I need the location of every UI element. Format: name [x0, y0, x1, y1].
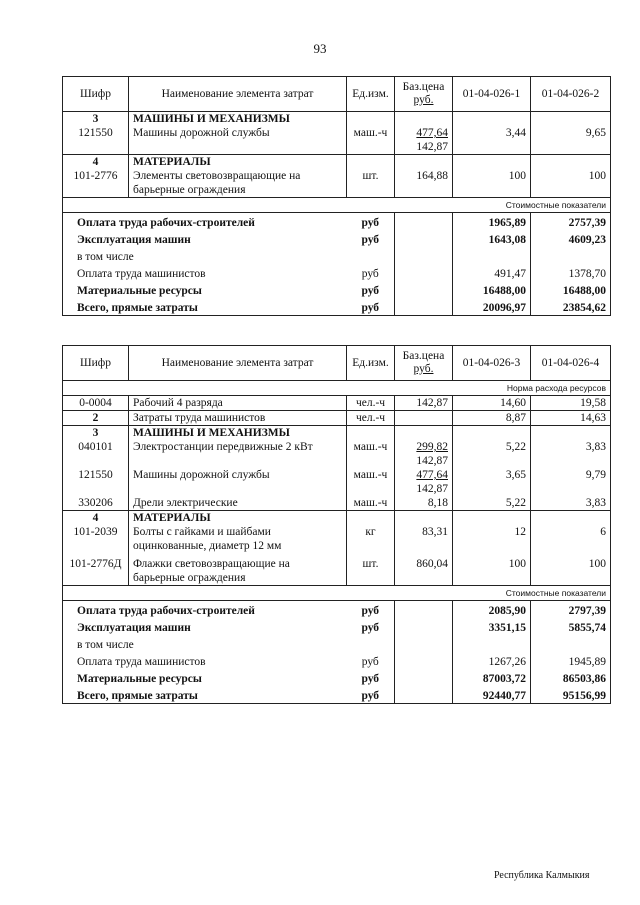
item-name: Машины дорожной службы	[129, 468, 347, 496]
estimate-table-1	[62, 76, 611, 316]
summary-unit: руб	[347, 601, 395, 619]
summary-value-2: 86503,86	[531, 669, 611, 686]
table-row	[63, 411, 611, 426]
item-price: 164,88	[395, 169, 453, 198]
summary-value-2: 95156,99	[531, 686, 611, 704]
summary-value-1: 1965,89	[453, 213, 531, 231]
item-name: Флажки световозвращающие на барьерные ограждения	[129, 557, 347, 586]
item-value-1: 3,65	[453, 468, 531, 496]
summary-value-2: 5855,74	[531, 618, 611, 635]
item-code: 0-0004	[63, 396, 129, 411]
item-name: Рабочий 4 разряда	[129, 396, 347, 411]
item-value-2: 100	[531, 169, 611, 198]
item-value-1: 14,60	[453, 396, 531, 411]
summary-label: Материальные ресурсы	[63, 281, 347, 298]
item-name: Машины дорожной службы	[129, 126, 347, 155]
summary-value-1: 3351,15	[453, 618, 531, 635]
header-name: Наименование элемента затрат	[129, 77, 347, 112]
summary-label: Оплата труда машинистов	[63, 264, 347, 281]
header-code: Шифр	[63, 77, 129, 112]
item-price	[395, 411, 453, 426]
item-value-2: 9,79	[531, 468, 611, 496]
summary-label: в том числе	[63, 247, 347, 264]
summary-unit: руб	[347, 298, 395, 316]
cost-section-label: Стоимостные показатели	[63, 198, 611, 213]
group-title: МАТЕРИАЛЫ	[129, 155, 347, 170]
estimate-table-2	[62, 345, 611, 704]
item-value-1: 5,22	[453, 440, 531, 468]
section-label-row	[63, 586, 611, 601]
item-price: 477,64 142,87	[395, 468, 453, 496]
group-code: 3	[63, 112, 129, 127]
group-title: МАШИНЫ И МЕХАНИЗМЫ	[129, 426, 347, 441]
header-col-1: 01-04-026-1	[453, 77, 531, 112]
summary-row	[63, 281, 611, 298]
item-value-2: 3,83	[531, 440, 611, 468]
item-unit: чел.-ч	[347, 396, 395, 411]
item-name: Дрели электрические	[129, 496, 347, 511]
header-price: Баз.цена руб.	[395, 346, 453, 381]
summary-row	[63, 230, 611, 247]
summary-value-1: 1643,08	[453, 230, 531, 247]
table-header-row	[63, 346, 611, 381]
item-value-2: 6	[531, 525, 611, 557]
item-value-1: 8,87	[453, 411, 531, 426]
header-name: Наименование элемента затрат	[129, 346, 347, 381]
item-unit: маш.-ч	[347, 468, 395, 496]
summary-unit: руб	[347, 230, 395, 247]
section-label-row	[63, 198, 611, 213]
item-code: 101-2776	[63, 169, 129, 198]
item-unit: кг	[347, 525, 395, 557]
summary-unit: руб	[347, 669, 395, 686]
summary-unit: руб	[347, 618, 395, 635]
summary-value-1: 1267,26	[453, 652, 531, 669]
item-name: Элементы световозвращающие на барьерные ограждения	[129, 169, 347, 198]
summary-row	[63, 247, 611, 264]
item-price: 142,87	[395, 396, 453, 411]
item-code: 121550	[63, 126, 129, 155]
summary-unit: руб	[347, 686, 395, 704]
table-row	[63, 396, 611, 411]
table-row	[63, 169, 611, 198]
summary-label: Оплата труда рабочих-строителей	[63, 213, 347, 231]
item-price: 860,04	[395, 557, 453, 586]
table-header-row	[63, 77, 611, 112]
item-unit: чел.-ч	[347, 411, 395, 426]
summary-label: Оплата труда рабочих-строителей	[63, 601, 347, 619]
summary-row	[63, 264, 611, 281]
header-price: Баз.цена руб.	[395, 77, 453, 112]
summary-label: Всего, прямые затраты	[63, 686, 347, 704]
summary-label: Эксплуатация машин	[63, 618, 347, 635]
item-unit: маш.-ч	[347, 440, 395, 468]
summary-label: Эксплуатация машин	[63, 230, 347, 247]
summary-value-1: 87003,72	[453, 669, 531, 686]
group-code: 3	[63, 426, 129, 441]
summary-row	[63, 601, 611, 619]
item-unit: шт.	[347, 169, 395, 198]
item-code: 101-2039	[63, 525, 129, 557]
header-unit: Ед.изм.	[347, 346, 395, 381]
item-code: 121550	[63, 468, 129, 496]
header-col-3: 01-04-026-3	[453, 346, 531, 381]
cost-section-label: Стоимостные показатели	[63, 586, 611, 601]
summary-row	[63, 298, 611, 316]
item-price: 8,18	[395, 496, 453, 511]
item-code: 040101	[63, 440, 129, 468]
footer-region: Республика Калмыкия	[494, 870, 590, 881]
summary-label: Всего, прямые затраты	[63, 298, 347, 316]
summary-value-2: 1945,89	[531, 652, 611, 669]
item-value-2: 100	[531, 557, 611, 586]
summary-value-2: 16488,00	[531, 281, 611, 298]
section-label-row	[63, 381, 611, 396]
summary-unit: руб	[347, 264, 395, 281]
summary-row	[63, 635, 611, 652]
summary-row	[63, 618, 611, 635]
summary-value-1: 2085,90	[453, 601, 531, 619]
summary-unit: руб	[347, 652, 395, 669]
item-value-1: 5,22	[453, 496, 531, 511]
page-number: 93	[313, 41, 327, 56]
table-row	[63, 496, 611, 511]
summary-row	[63, 669, 611, 686]
item-price: 83,31	[395, 525, 453, 557]
item-value-1: 100	[453, 557, 531, 586]
item-code: 101-2776Д	[63, 557, 129, 586]
summary-value-2: 2757,39	[531, 213, 611, 231]
group-code: 4	[63, 511, 129, 526]
item-code: 2	[63, 411, 129, 426]
item-value-2: 14,63	[531, 411, 611, 426]
summary-row	[63, 686, 611, 704]
summary-unit: руб	[347, 213, 395, 231]
summary-label: в том числе	[63, 635, 347, 652]
summary-value-1: 491,47	[453, 264, 531, 281]
item-name: Болты с гайками и шайбами оцинкованные, диаметр 12 мм	[129, 525, 347, 557]
summary-value-2: 23854,62	[531, 298, 611, 316]
summary-value-1: 92440,77	[453, 686, 531, 704]
table-row	[63, 112, 611, 127]
table-row	[63, 155, 611, 170]
item-name: Электростанции передвижные 2 кВт	[129, 440, 347, 468]
table-row	[63, 440, 611, 468]
table-row	[63, 468, 611, 496]
group-title: МАТЕРИАЛЫ	[129, 511, 347, 526]
resource-section-label: Норма расхода ресурсов	[63, 381, 611, 396]
item-name: Затраты труда машинистов	[129, 411, 347, 426]
item-unit: маш.-ч	[347, 126, 395, 155]
header-col-2: 01-04-026-2	[531, 77, 611, 112]
item-value-1: 12	[453, 525, 531, 557]
table-row	[63, 557, 611, 586]
summary-value-2: 4609,23	[531, 230, 611, 247]
group-title: МАШИНЫ И МЕХАНИЗМЫ	[129, 112, 347, 127]
item-price: 299,82 142,87	[395, 440, 453, 468]
item-unit: шт.	[347, 557, 395, 586]
group-code: 4	[63, 155, 129, 170]
summary-value-1: 20096,97	[453, 298, 531, 316]
header-code: Шифр	[63, 346, 129, 381]
table-row	[63, 511, 611, 526]
table-row	[63, 126, 611, 155]
item-price: 477,64 142,87	[395, 126, 453, 155]
summary-label: Оплата труда машинистов	[63, 652, 347, 669]
table-row	[63, 525, 611, 557]
table-row	[63, 426, 611, 441]
item-value-1: 100	[453, 169, 531, 198]
item-value-1: 3,44	[453, 126, 531, 155]
summary-row	[63, 213, 611, 231]
item-value-2: 19,58	[531, 396, 611, 411]
item-code: 330206	[63, 496, 129, 511]
summary-unit: руб	[347, 281, 395, 298]
summary-value-2: 1378,70	[531, 264, 611, 281]
item-value-2: 9,65	[531, 126, 611, 155]
summary-label: Материальные ресурсы	[63, 669, 347, 686]
item-value-2: 3,83	[531, 496, 611, 511]
header-unit: Ед.изм.	[347, 77, 395, 112]
item-unit: маш.-ч	[347, 496, 395, 511]
summary-value-2: 2797,39	[531, 601, 611, 619]
header-col-4: 01-04-026-4	[531, 346, 611, 381]
summary-row	[63, 652, 611, 669]
summary-value-1: 16488,00	[453, 281, 531, 298]
